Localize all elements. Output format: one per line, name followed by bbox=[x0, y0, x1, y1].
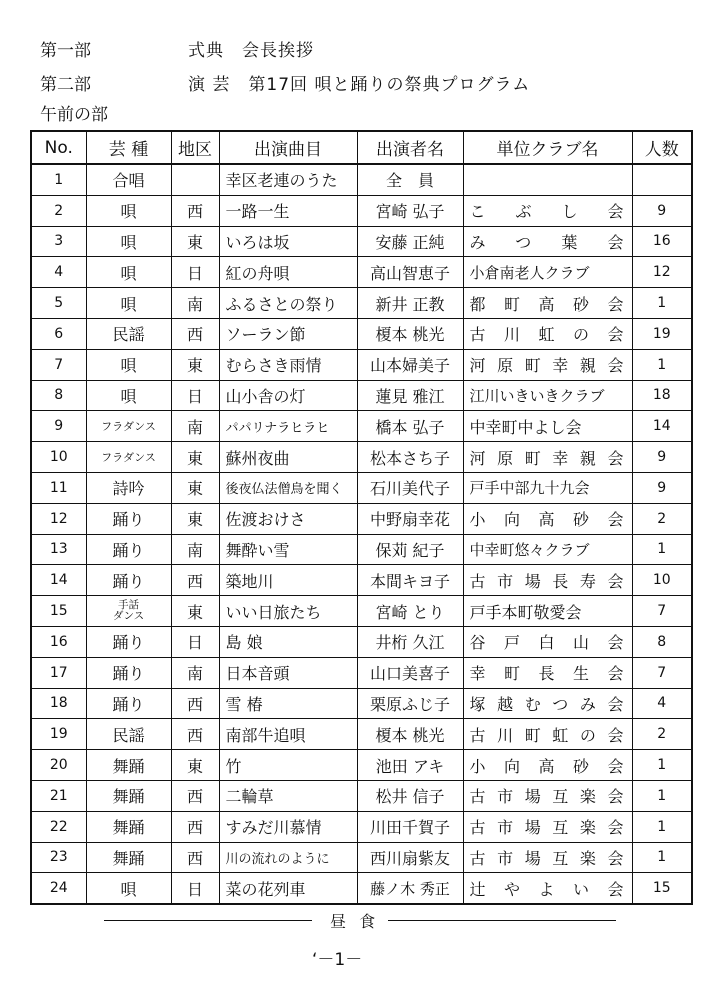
cell-performer: 榎本 桃光 bbox=[357, 719, 463, 750]
cell-song: 一路一生 bbox=[219, 195, 357, 226]
cell-song: 後夜仏法僧鳥を聞く bbox=[219, 472, 357, 503]
cell-no: 8 bbox=[31, 380, 86, 411]
cell-count: 1 bbox=[632, 780, 692, 811]
cell-club: 戸手中部九十九会 bbox=[463, 472, 632, 503]
cell-count: 2 bbox=[632, 719, 692, 750]
cell-district: 東 bbox=[171, 503, 219, 534]
cell-district: 東 bbox=[171, 472, 219, 503]
cell-genre: 唄 bbox=[86, 226, 171, 257]
table-row bbox=[31, 257, 692, 288]
cell-performer: 保苅 紀子 bbox=[357, 534, 463, 565]
cell-club: みつ葉会 bbox=[463, 226, 632, 257]
cell-club: 塚越むつみ会 bbox=[463, 688, 632, 719]
table-row bbox=[31, 780, 692, 811]
cell-genre: 舞踊 bbox=[86, 811, 171, 842]
cell-club: 江川いきいきクラブ bbox=[463, 380, 632, 411]
cell-performer: 栗原ふじ子 bbox=[357, 688, 463, 719]
table-row bbox=[31, 534, 692, 565]
cell-genre: 唄 bbox=[86, 380, 171, 411]
col-header-performer: 出演者名 bbox=[357, 131, 463, 164]
col-header-genre: 芸 種 bbox=[86, 131, 171, 164]
cell-performer: 松本さち子 bbox=[357, 442, 463, 473]
table-row bbox=[31, 349, 692, 380]
cell-club: 小向高砂会 bbox=[463, 750, 632, 781]
cell-count: 2 bbox=[632, 503, 692, 534]
cell-no: 15 bbox=[31, 596, 86, 627]
part2-content: 演 芸 第17回 唄と踊りの祭典プログラム bbox=[188, 75, 531, 95]
cell-club: 古川町虹の会 bbox=[463, 719, 632, 750]
table-row bbox=[31, 318, 692, 349]
cell-song: 島 娘 bbox=[219, 626, 357, 657]
cell-district: 西 bbox=[171, 719, 219, 750]
cell-song: 南部牛追唄 bbox=[219, 719, 357, 750]
cell-club: 辻やよい会 bbox=[463, 873, 632, 904]
cell-district: 日 bbox=[171, 626, 219, 657]
divider-line-right bbox=[388, 920, 616, 921]
table-row bbox=[31, 688, 692, 719]
cell-genre: 舞踊 bbox=[86, 750, 171, 781]
table-row bbox=[31, 750, 692, 781]
table-row bbox=[31, 842, 692, 873]
cell-count: 1 bbox=[632, 534, 692, 565]
cell-district: 東 bbox=[171, 442, 219, 473]
cell-no: 22 bbox=[31, 811, 86, 842]
cell-song: 日本音頭 bbox=[219, 657, 357, 688]
cell-club: 中幸町中よし会 bbox=[463, 411, 632, 442]
cell-performer: 池田 アキ bbox=[357, 750, 463, 781]
cell-no: 21 bbox=[31, 780, 86, 811]
cell-count: 9 bbox=[632, 195, 692, 226]
cell-district: 日 bbox=[171, 380, 219, 411]
cell-no: 20 bbox=[31, 750, 86, 781]
cell-performer: 石川美代子 bbox=[357, 472, 463, 503]
table-row bbox=[31, 565, 692, 596]
cell-genre: 踊り bbox=[86, 565, 171, 596]
cell-district: 東 bbox=[171, 349, 219, 380]
cell-count: 7 bbox=[632, 596, 692, 627]
cell-club: 小向高砂会 bbox=[463, 503, 632, 534]
page-number: ‘－1－ bbox=[312, 950, 363, 970]
cell-district: 東 bbox=[171, 750, 219, 781]
cell-no: 24 bbox=[31, 873, 86, 904]
cell-no: 1 bbox=[31, 164, 86, 195]
cell-count: 19 bbox=[632, 318, 692, 349]
cell-club: 中幸町悠々クラブ bbox=[463, 534, 632, 565]
cell-count bbox=[632, 164, 692, 195]
table-row bbox=[31, 719, 692, 750]
cell-no: 4 bbox=[31, 257, 86, 288]
cell-district bbox=[171, 164, 219, 195]
cell-genre: 踊り bbox=[86, 657, 171, 688]
table-row bbox=[31, 596, 692, 627]
cell-performer: 新井 正教 bbox=[357, 288, 463, 319]
cell-genre: 唄 bbox=[86, 349, 171, 380]
cell-club: 幸町長生会 bbox=[463, 657, 632, 688]
cell-no: 18 bbox=[31, 688, 86, 719]
cell-no: 23 bbox=[31, 842, 86, 873]
cell-song: ふるさとの祭り bbox=[219, 288, 357, 319]
cell-count: 1 bbox=[632, 811, 692, 842]
cell-club: 古市場互楽会 bbox=[463, 842, 632, 873]
cell-performer: 山本婦美子 bbox=[357, 349, 463, 380]
cell-performer: 松井 信子 bbox=[357, 780, 463, 811]
table-row bbox=[31, 442, 692, 473]
cell-club: こぶし会 bbox=[463, 195, 632, 226]
cell-club: 戸手本町敬愛会 bbox=[463, 596, 632, 627]
cell-count: 9 bbox=[632, 472, 692, 503]
cell-district: 西 bbox=[171, 318, 219, 349]
cell-song: 佐渡おけさ bbox=[219, 503, 357, 534]
cell-performer: 全 員 bbox=[357, 164, 463, 195]
lunch-label: 昼 食 bbox=[330, 912, 380, 931]
cell-song: 川の流れのように bbox=[219, 842, 357, 873]
cell-no: 11 bbox=[31, 472, 86, 503]
cell-club: 都町高砂会 bbox=[463, 288, 632, 319]
cell-genre: 唄 bbox=[86, 873, 171, 904]
cell-no: 5 bbox=[31, 288, 86, 319]
cell-no: 7 bbox=[31, 349, 86, 380]
cell-count: 16 bbox=[632, 226, 692, 257]
divider-line-left bbox=[104, 920, 312, 921]
cell-song: 幸区老連のうた bbox=[219, 164, 357, 195]
col-header-no: No. bbox=[31, 131, 86, 164]
cell-no: 17 bbox=[31, 657, 86, 688]
cell-no: 19 bbox=[31, 719, 86, 750]
cell-genre: 唄 bbox=[86, 288, 171, 319]
cell-count: 18 bbox=[632, 380, 692, 411]
session-label: 午前の部 bbox=[40, 105, 108, 125]
cell-genre: 唄 bbox=[86, 195, 171, 226]
col-header-song: 出演曲目 bbox=[219, 131, 357, 164]
cell-performer: 高山智恵子 bbox=[357, 257, 463, 288]
program-table bbox=[30, 130, 693, 905]
table-row bbox=[31, 411, 692, 442]
cell-district: 西 bbox=[171, 688, 219, 719]
cell-performer: 本間キヨ子 bbox=[357, 565, 463, 596]
cell-song: 蘇州夜曲 bbox=[219, 442, 357, 473]
cell-genre: 舞踊 bbox=[86, 842, 171, 873]
cell-performer: 藤ノ木 秀正 bbox=[357, 873, 463, 904]
cell-club: 古市場互楽会 bbox=[463, 780, 632, 811]
cell-club: 谷戸白山会 bbox=[463, 626, 632, 657]
cell-count: 1 bbox=[632, 288, 692, 319]
cell-song: 雪 椿 bbox=[219, 688, 357, 719]
cell-count: 8 bbox=[632, 626, 692, 657]
cell-district: 東 bbox=[171, 596, 219, 627]
cell-club: 小倉南老人クラブ bbox=[463, 257, 632, 288]
cell-performer: 安藤 正純 bbox=[357, 226, 463, 257]
cell-genre: 踊り bbox=[86, 626, 171, 657]
cell-club: 古川虹の会 bbox=[463, 318, 632, 349]
cell-no: 2 bbox=[31, 195, 86, 226]
cell-no: 13 bbox=[31, 534, 86, 565]
cell-song: 築地川 bbox=[219, 565, 357, 596]
cell-genre: 合唱 bbox=[86, 164, 171, 195]
cell-performer: 中野扇幸花 bbox=[357, 503, 463, 534]
cell-performer: 井桁 久江 bbox=[357, 626, 463, 657]
part2-line bbox=[40, 70, 531, 95]
cell-performer: 宮崎 弘子 bbox=[357, 195, 463, 226]
cell-club: 河原町幸親会 bbox=[463, 349, 632, 380]
cell-performer: 西川扇紫友 bbox=[357, 842, 463, 873]
cell-performer: 蓮見 雅江 bbox=[357, 380, 463, 411]
table-row bbox=[31, 503, 692, 534]
cell-count: 4 bbox=[632, 688, 692, 719]
cell-genre: 詩吟 bbox=[86, 472, 171, 503]
cell-no: 12 bbox=[31, 503, 86, 534]
cell-genre: フラダンス bbox=[86, 442, 171, 473]
lunch-divider bbox=[0, 908, 701, 932]
cell-club: 河原町幸親会 bbox=[463, 442, 632, 473]
cell-district: 南 bbox=[171, 657, 219, 688]
cell-no: 14 bbox=[31, 565, 86, 596]
cell-performer: 川田千賀子 bbox=[357, 811, 463, 842]
table-row bbox=[31, 657, 692, 688]
cell-club: 古市場長寿会 bbox=[463, 565, 632, 596]
cell-club: 古市場互楽会 bbox=[463, 811, 632, 842]
cell-genre: 手話 ダンス bbox=[86, 596, 171, 627]
cell-performer: 山口美喜子 bbox=[357, 657, 463, 688]
cell-count: 10 bbox=[632, 565, 692, 596]
cell-genre: 唄 bbox=[86, 257, 171, 288]
col-header-club: 単位クラブ名 bbox=[463, 131, 632, 164]
cell-genre: 舞踊 bbox=[86, 780, 171, 811]
cell-district: 西 bbox=[171, 565, 219, 596]
cell-count: 1 bbox=[632, 750, 692, 781]
table-row bbox=[31, 626, 692, 657]
table-row bbox=[31, 472, 692, 503]
cell-no: 16 bbox=[31, 626, 86, 657]
cell-genre: 踊り bbox=[86, 688, 171, 719]
cell-no: 6 bbox=[31, 318, 86, 349]
cell-song: 二輪草 bbox=[219, 780, 357, 811]
table-row bbox=[31, 811, 692, 842]
cell-district: 西 bbox=[171, 195, 219, 226]
cell-genre: 民謡 bbox=[86, 719, 171, 750]
cell-genre: 踊り bbox=[86, 534, 171, 565]
table-row bbox=[31, 164, 692, 195]
cell-genre: 踊り bbox=[86, 503, 171, 534]
col-header-count: 人数 bbox=[632, 131, 692, 164]
col-header-district: 地区 bbox=[171, 131, 219, 164]
part1-label: 第一部 bbox=[40, 41, 91, 61]
cell-count: 1 bbox=[632, 842, 692, 873]
cell-song: すみだ川慕情 bbox=[219, 811, 357, 842]
table-row bbox=[31, 873, 692, 904]
cell-performer: 榎本 桃光 bbox=[357, 318, 463, 349]
cell-song: パパリナラヒラヒ bbox=[219, 411, 357, 442]
cell-count: 14 bbox=[632, 411, 692, 442]
table-row bbox=[31, 195, 692, 226]
cell-song: ソーラン節 bbox=[219, 318, 357, 349]
cell-district: 西 bbox=[171, 780, 219, 811]
table-row bbox=[31, 380, 692, 411]
cell-song: 舞酔い雪 bbox=[219, 534, 357, 565]
cell-district: 南 bbox=[171, 534, 219, 565]
cell-no: 9 bbox=[31, 411, 86, 442]
cell-district: 東 bbox=[171, 226, 219, 257]
cell-performer: 宮崎 とり bbox=[357, 596, 463, 627]
table-row bbox=[31, 288, 692, 319]
cell-no: 3 bbox=[31, 226, 86, 257]
cell-district: 日 bbox=[171, 873, 219, 904]
cell-district: 西 bbox=[171, 811, 219, 842]
cell-performer: 橋本 弘子 bbox=[357, 411, 463, 442]
table-header-row bbox=[31, 131, 692, 164]
cell-district: 日 bbox=[171, 257, 219, 288]
cell-genre: フラダンス bbox=[86, 411, 171, 442]
cell-song: いい日旅たち bbox=[219, 596, 357, 627]
part1-content: 式典 会長挨拶 bbox=[188, 41, 314, 61]
cell-song: 山小舎の灯 bbox=[219, 380, 357, 411]
cell-genre: 民謡 bbox=[86, 318, 171, 349]
part2-label: 第二部 bbox=[40, 75, 91, 95]
table-row bbox=[31, 226, 692, 257]
cell-district: 南 bbox=[171, 288, 219, 319]
cell-district: 西 bbox=[171, 842, 219, 873]
cell-no: 10 bbox=[31, 442, 86, 473]
cell-count: 15 bbox=[632, 873, 692, 904]
part1-line bbox=[40, 36, 314, 61]
cell-district: 南 bbox=[171, 411, 219, 442]
cell-song: むらさき雨情 bbox=[219, 349, 357, 380]
cell-count: 7 bbox=[632, 657, 692, 688]
cell-club bbox=[463, 164, 632, 195]
cell-count: 12 bbox=[632, 257, 692, 288]
cell-song: 紅の舟唄 bbox=[219, 257, 357, 288]
cell-song: いろは坂 bbox=[219, 226, 357, 257]
cell-song: 竹 bbox=[219, 750, 357, 781]
cell-count: 9 bbox=[632, 442, 692, 473]
cell-count: 1 bbox=[632, 349, 692, 380]
cell-song: 菜の花列車 bbox=[219, 873, 357, 904]
